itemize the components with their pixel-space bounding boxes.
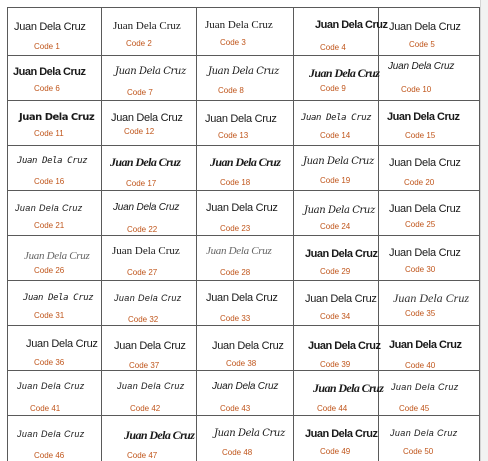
grid-row-line [7, 280, 479, 281]
signature-sample: Juan Dela Cruz [17, 381, 85, 391]
signature-sample: Juan Dela Cruz [388, 61, 455, 72]
signature-sample: Juan Dela Cruz [114, 340, 186, 352]
code-label: Code 7 [127, 88, 153, 97]
signature-sample: Juan Dela Cruz [206, 292, 278, 304]
signature-sample: Juan Dela Cruz [110, 155, 181, 169]
signature-sample: Juan Dela Cruz [115, 66, 186, 77]
grid-row-line [7, 235, 479, 236]
code-label: Code 31 [34, 311, 65, 320]
signature-sample: Juan Dela Cruz [315, 19, 388, 31]
signature-sample: Juan Dela Cruz [24, 250, 90, 262]
code-label: Code 15 [405, 131, 436, 140]
code-label: Code 27 [127, 268, 158, 277]
signature-sample: Juan Dela Cruz [17, 429, 85, 439]
signature-sample: Juan Dela Cruz [389, 247, 461, 259]
signature-sample: Juan Dela Cruz [313, 381, 384, 395]
code-label: Code 32 [128, 315, 159, 324]
code-label: Code 50 [403, 447, 434, 456]
code-label: Code 48 [222, 448, 253, 457]
code-label: Code 47 [127, 451, 158, 460]
code-label: Code 17 [126, 179, 157, 188]
code-label: Code 40 [405, 361, 436, 370]
code-label: Code 39 [320, 360, 351, 369]
signature-sample: Juan Dela Cruz [113, 20, 181, 32]
code-label: Code 28 [220, 268, 251, 277]
code-label: Code 22 [127, 225, 158, 234]
code-label: Code 33 [220, 314, 251, 323]
code-label: Code 8 [218, 86, 244, 95]
code-label: Code 41 [30, 404, 61, 413]
code-label: Code 12 [124, 127, 155, 136]
code-label: Code 23 [220, 224, 251, 233]
code-label: Code 20 [404, 178, 435, 187]
grid-row-line [7, 7, 479, 8]
signature-sample: Juan Dela Cruz [205, 113, 277, 125]
code-label: Code 2 [126, 39, 152, 48]
grid-col-line [101, 7, 102, 461]
code-label: Code 18 [220, 178, 251, 187]
signature-sample: Juan Dela Cruz [15, 203, 83, 213]
signature-sample: Juan Dela Cruz [389, 157, 461, 169]
code-label: Code 42 [130, 404, 161, 413]
code-label: Code 16 [34, 177, 65, 186]
code-label: Code 1 [34, 42, 60, 51]
signature-sample: Juan Dela Cruz [301, 113, 372, 123]
signature-sample: Juan Dela Cruz [17, 156, 88, 166]
signature-sample: Juan Dela Cruz [389, 203, 461, 215]
code-label: Code 13 [218, 131, 249, 140]
signature-sample: Juan Dela Cruz [308, 340, 381, 352]
signature-sample: Juan Dela Cruz [214, 428, 285, 439]
signature-sample: Juan Dela Cruz [390, 428, 458, 438]
grid-row-line [7, 100, 479, 101]
code-label: Code 35 [405, 309, 436, 318]
signature-sample: Juan Dela Cruz [112, 245, 180, 257]
signature-sample: Juan Dela Cruz [114, 293, 182, 303]
signature-sample: Juan Dela Cruz [304, 205, 375, 216]
grid-col-line [293, 7, 294, 461]
code-label: Code 36 [34, 358, 65, 367]
signature-sample: Juan Dela Cruz [389, 21, 461, 33]
code-label: Code 30 [405, 265, 436, 274]
vertical-scrollbar[interactable] [480, 0, 488, 461]
code-label: Code 37 [129, 361, 160, 370]
signature-sample: Juan Dela Cruz [14, 21, 86, 33]
grid-col-line [196, 7, 197, 461]
code-label: Code 45 [399, 404, 430, 413]
signature-sample: Juan Dela Cruz [208, 66, 279, 77]
signature-sample: Juan Dela Cruz [13, 66, 86, 78]
signature-sample: Juan Dela Cruz [305, 293, 377, 305]
grid-row-line [7, 415, 479, 416]
signature-sample: Juan Dela Cruz [305, 428, 378, 440]
signature-sample: Juan Dela Cruz [19, 112, 95, 123]
grid-row-line [7, 190, 479, 191]
code-label: Code 49 [320, 447, 351, 456]
grid-col-line [7, 7, 8, 461]
grid-row-line [7, 55, 479, 56]
code-label: Code 34 [320, 312, 351, 321]
signature-sample: Juan Dela Cruz [206, 202, 278, 214]
code-label: Code 38 [226, 359, 257, 368]
signature-sample: Juan Dela Cruz [111, 112, 183, 124]
code-label: Code 14 [320, 131, 351, 140]
code-label: Code 9 [320, 84, 346, 93]
signature-sample: Juan Dela Cruz [391, 382, 459, 392]
signature-sample: Juan Dela Cruz [124, 428, 195, 442]
signature-sample: Juan Dela Cruz [212, 340, 284, 352]
code-label: Code 26 [34, 266, 65, 275]
signature-sample: Juan Dela Cruz [205, 19, 273, 31]
code-label: Code 6 [34, 84, 60, 93]
signature-sample: Juan Dela Cruz [387, 111, 460, 123]
code-label: Code 21 [34, 221, 65, 230]
signature-sample: Juan Dela Cruz [393, 291, 469, 305]
code-label: Code 5 [409, 40, 435, 49]
code-label: Code 11 [34, 129, 64, 138]
signature-sample: Juan Dela Cruz [303, 156, 374, 167]
code-label: Code 46 [34, 451, 65, 460]
code-label: Code 43 [220, 404, 251, 413]
code-label: Code 4 [320, 43, 346, 52]
signature-sample: Juan Dela Cruz [117, 381, 185, 391]
grid-row-line [7, 145, 479, 146]
grid-row-line [7, 325, 479, 326]
code-label: Code 29 [320, 267, 351, 276]
signature-sample: Juan Dela Cruz [23, 293, 94, 303]
signature-sample: Juan Dela Cruz [305, 248, 378, 260]
signature-sample: Juan Dela Cruz [210, 155, 281, 169]
signature-sample: Juan Dela Cruz [206, 245, 272, 257]
signature-sample: Juan Dela Cruz [113, 202, 180, 213]
code-label: Code 19 [320, 176, 351, 185]
signature-sample: Juan Dela Cruz [309, 66, 380, 80]
code-label: Code 3 [220, 38, 246, 47]
code-label: Code 44 [317, 404, 348, 413]
code-label: Code 10 [401, 85, 432, 94]
grid-row-line [7, 370, 479, 371]
signature-sample: Juan Dela Cruz [212, 381, 279, 392]
code-label: Code 24 [320, 222, 351, 231]
code-label: Code 25 [405, 220, 436, 229]
signature-sample: Juan Dela Cruz [26, 338, 98, 350]
signature-sample: Juan Dela Cruz [389, 339, 462, 351]
